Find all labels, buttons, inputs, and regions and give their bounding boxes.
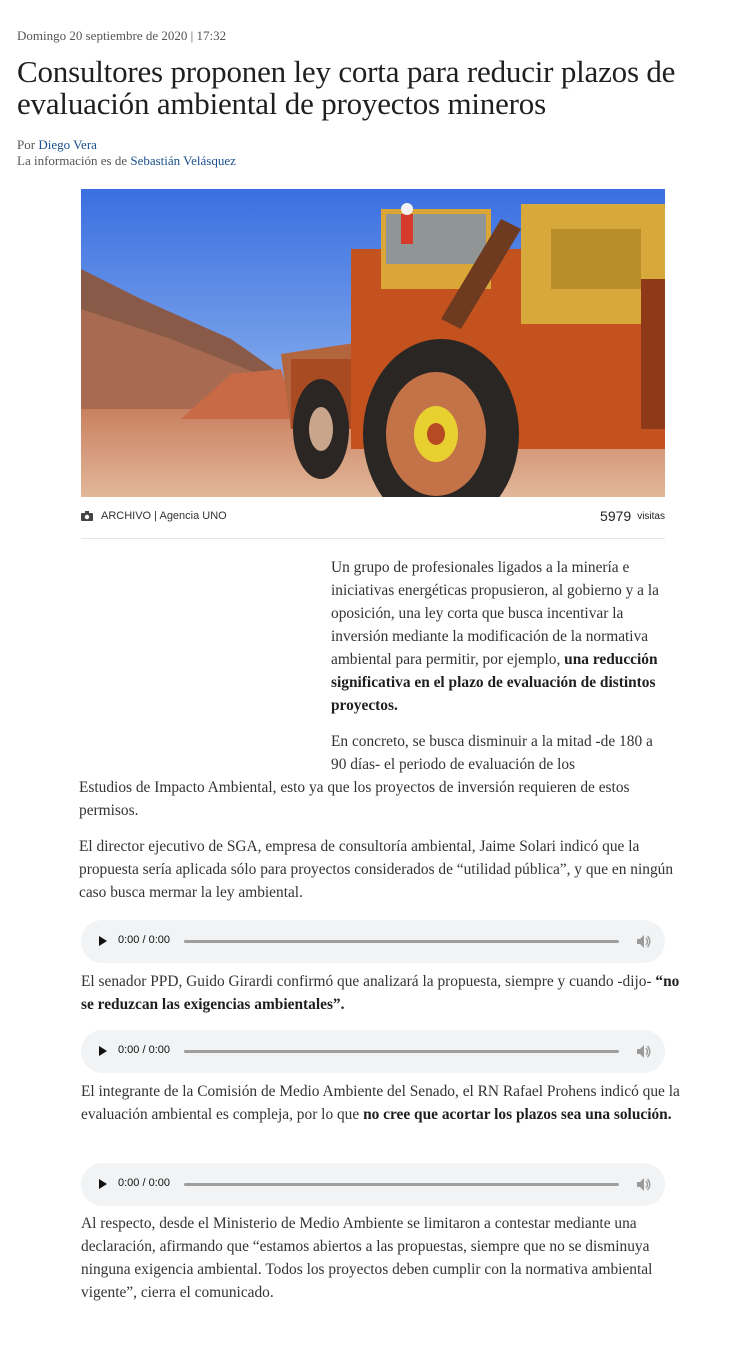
paragraph-1-highlight: una reducción significativa en el plazo de evaluación de distintos proyectos. bbox=[331, 651, 658, 714]
visits-count: 5979 bbox=[600, 508, 632, 524]
author-link[interactable]: Diego Vera bbox=[38, 137, 97, 152]
audio-player-1[interactable] bbox=[81, 920, 665, 963]
paragraph-6: Al respecto, desde el Ministerio de Medio Ambiente se limitaron a contestar mediante una declaración, afirmando que “estamos abiertos a las propuestas, siempre que no se disminuya ninguna exigencia ambiental. Todos los proyectos deben cumplir con la normativa ambiental vigente”, cierra el comunicado. bbox=[81, 1215, 653, 1301]
photo-caption-row bbox=[81, 508, 665, 528]
audio-player-2[interactable] bbox=[81, 1030, 665, 1073]
visits-label: visitas bbox=[637, 511, 665, 522]
paragraph-5 bbox=[81, 1080, 681, 1126]
audio-time: 0:00 / 0:00 bbox=[118, 1044, 170, 1056]
visit-counter bbox=[600, 508, 665, 526]
paragraph-1 bbox=[331, 556, 667, 717]
play-icon[interactable] bbox=[99, 1179, 107, 1189]
audio-time: 0:00 / 0:00 bbox=[118, 1177, 170, 1189]
article-title: Consultores proponen ley corta para reducir plazos de evaluación ambiental de proyectos mineros bbox=[17, 54, 676, 121]
audio-progress-track[interactable] bbox=[184, 1183, 619, 1186]
audio-player-3[interactable] bbox=[81, 1163, 665, 1206]
paragraph-2-start: En concreto, se busca disminuir a la mitad -de 180 a 90 días- el periodo de evaluación de los bbox=[331, 733, 653, 773]
article-date: Domingo 20 septiembre de 2020 | 17:32 bbox=[17, 28, 227, 43]
source-author-link[interactable]: Sebastián Velásquez bbox=[130, 153, 236, 168]
mining-truck-illustration bbox=[81, 189, 665, 497]
byline-source bbox=[17, 153, 236, 169]
caption-divider bbox=[81, 538, 665, 539]
paragraph-4 bbox=[81, 970, 681, 1016]
photo-credit: ARCHIVO | Agencia UNO bbox=[101, 510, 227, 522]
paragraph-4-highlight: “no se reduzcan las exigencias ambientales”. bbox=[81, 973, 680, 1013]
audio-time: 0:00 / 0:00 bbox=[118, 934, 170, 946]
article-photo bbox=[81, 189, 665, 497]
play-icon[interactable] bbox=[99, 936, 107, 946]
audio-progress-track[interactable] bbox=[184, 940, 619, 943]
paragraph-4-text: El senador PPD, Guido Girardi confirmó que analizará la propuesta, siempre y cuando -dijo- bbox=[81, 973, 656, 990]
byline-author bbox=[17, 137, 97, 153]
audio-progress-track[interactable] bbox=[184, 1050, 619, 1053]
play-icon[interactable] bbox=[99, 1046, 107, 1056]
byline-prefix: Por bbox=[17, 137, 36, 152]
source-prefix: La información es de bbox=[17, 153, 128, 168]
camera-icon bbox=[81, 511, 93, 521]
paragraph-1-text: Un grupo de profesionales ligados a la minería e iniciativas energéticas propusieron, al gobierno y a la oposición, una ley corta que busca incentivar la inversión mediante la modificación de la normativa ambiental para permitir, por ejemplo, bbox=[331, 559, 659, 668]
volume-icon[interactable] bbox=[637, 1178, 651, 1191]
volume-icon[interactable] bbox=[637, 1045, 651, 1058]
paragraph-3: El director ejecutivo de SGA, empresa de consultoría ambiental, Jaime Solari indicó que la propuesta sería aplicada sólo para proyectos considerados de “utilidad pública”, y que en ningún caso busca mermar la ley ambiental. bbox=[79, 838, 674, 901]
paragraph-2-end: Estudios de Impacto Ambiental, esto ya que los proyectos de inversión requieren de estos permisos. bbox=[79, 779, 630, 819]
volume-icon[interactable] bbox=[637, 935, 651, 948]
paragraph-5-highlight: no cree que acortar los plazos sea una solución. bbox=[363, 1106, 672, 1123]
paragraph-5-text: El integrante de la Comisión de Medio Ambiente del Senado, el RN Rafael Prohens indicó que la evaluación ambiental es compleja, por lo que bbox=[81, 1083, 680, 1123]
top-bar bbox=[0, 0, 744, 20]
